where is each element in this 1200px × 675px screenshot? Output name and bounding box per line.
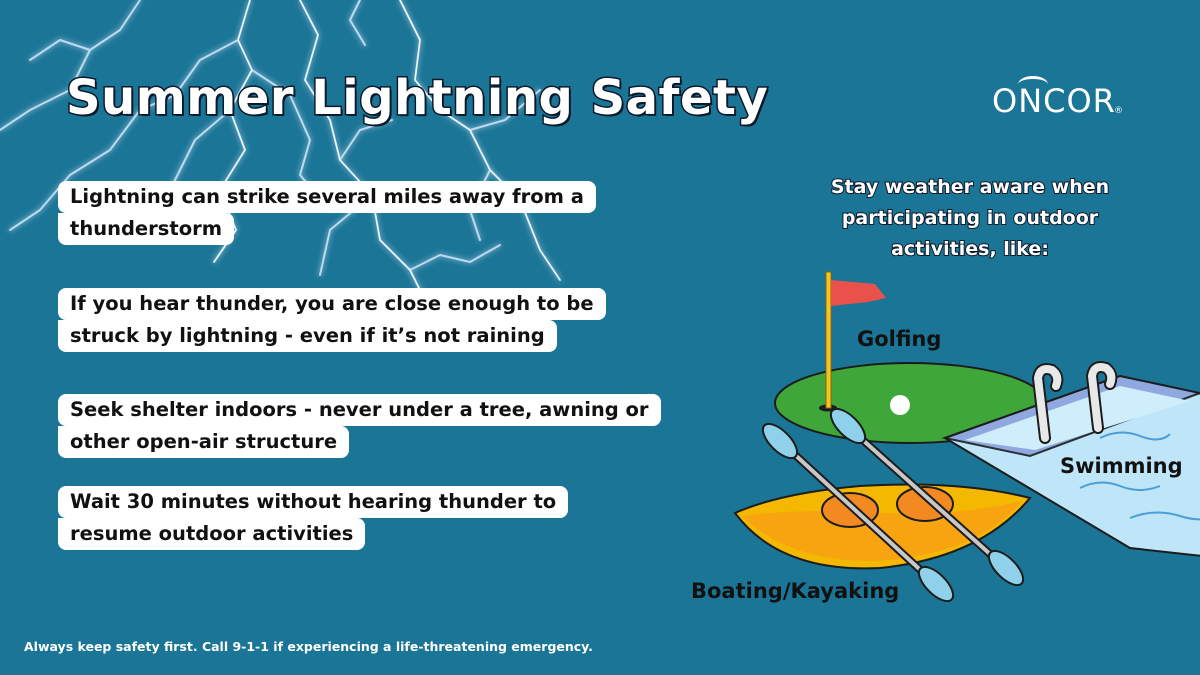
tip-line: Lightning can strike several miles away from a [58,181,596,213]
tip-line: If you hear thunder, you are close enough to be [58,288,606,320]
safety-tip-4 [58,486,568,550]
logo-text: ONCOR [992,82,1116,120]
kayak-icon [735,485,1030,569]
boating-label: Boating/Kayaking [691,579,900,603]
tip-line: Seek shelter indoors - never under a tree, awning or [58,394,661,426]
tip-line: Wait 30 minutes without hearing thunder to [58,486,568,518]
tip-line: thunderstorm [58,213,234,245]
aware-line: Stay weather aware when [830,176,1110,198]
aware-line: activities, like: [891,238,1049,260]
safety-tip-3 [58,394,661,458]
page-title: Summer Lightning Safety [66,70,769,126]
golfing-label: Golfing [857,327,942,351]
weather-aware-heading [800,172,1140,265]
safety-tip-2 [58,288,606,352]
activities-illustration [700,258,1200,618]
registered-mark: ® [1114,106,1123,116]
safety-tip-1 [58,181,596,245]
swimming-label: Swimming [1060,454,1183,478]
tip-line: resume outdoor activities [58,518,365,550]
tip-line: other open-air structure [58,426,349,458]
aware-line: participating in outdoor [841,207,1099,229]
tip-line: struck by lightning - even if it’s not raining [58,320,557,352]
oncor-logo [992,80,1122,124]
footer-disclaimer: Always keep safety first. Call 9-1-1 if experiencing a life-threatening emergency. [24,639,593,654]
